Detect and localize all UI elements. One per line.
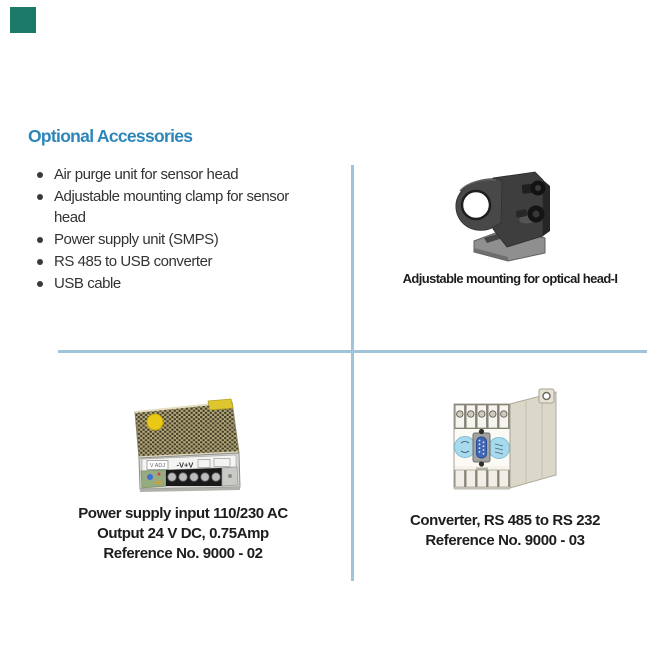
psu-vadj-label: V ADJ	[149, 463, 166, 469]
psu-terminal-label: -V+V	[176, 460, 194, 470]
power-supply-caption-line: Power supply input 110/230 AC	[78, 505, 288, 522]
mounting-clamp-caption: Adjustable mounting for optical head-I	[402, 271, 618, 286]
list-item	[35, 186, 295, 229]
converter-photo	[452, 387, 557, 504]
logo-mark	[10, 7, 36, 33]
accessory-list	[35, 164, 295, 294]
divider-horizontal	[58, 350, 647, 353]
bullet-icon	[37, 194, 43, 200]
list-item	[35, 273, 295, 295]
power-supply-photo	[128, 395, 244, 494]
list-item-label: Adjustable mounting clamp for sensor head	[54, 187, 289, 227]
list-item	[35, 251, 295, 273]
bullet-icon	[37, 259, 43, 265]
bullet-icon	[37, 237, 43, 243]
list-item	[35, 164, 295, 186]
power-supply-caption-line: Output 24 V DC, 0.75Amp	[97, 525, 269, 542]
converter-caption-line: Converter, RS 485 to RS 232	[409, 512, 601, 529]
power-supply-caption-line: Reference No. 9000 - 02	[103, 545, 263, 562]
page-title: Optional Accessories	[28, 126, 193, 146]
list-item-label: USB cable	[54, 274, 121, 292]
list-item-label: Air purge unit for sensor head	[54, 166, 239, 183]
list-item	[35, 229, 295, 251]
divider-vertical	[351, 165, 354, 581]
converter-caption	[385, 511, 625, 551]
mounting-clamp-photo	[446, 167, 566, 264]
list-item-label: RS 485 to USB converter	[54, 252, 213, 270]
list-item-label: Power supply unit (SMPS)	[54, 231, 219, 249]
bullet-icon	[37, 172, 43, 178]
converter-caption-line: Reference No. 9000 - 03	[425, 532, 585, 549]
bullet-icon	[37, 281, 43, 287]
power-supply-caption	[62, 504, 304, 564]
